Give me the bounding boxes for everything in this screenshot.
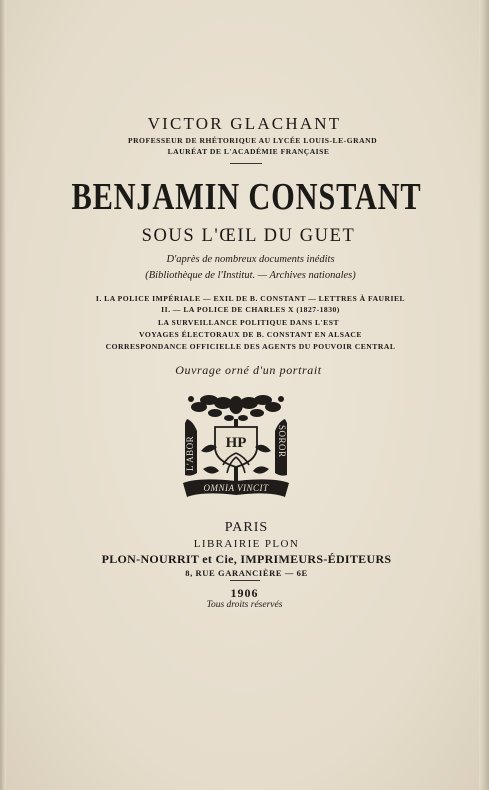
imprint-city: PARIS bbox=[224, 520, 269, 535]
contents-line-2: II. — LA POLICE DE CHARLES X (1827-1830) bbox=[161, 305, 340, 314]
divider-bottom bbox=[230, 580, 260, 581]
imprint-publisher: LIBRAIRIE PLON bbox=[193, 538, 300, 550]
ornament-note: Ouvrage orné d'un portrait bbox=[175, 363, 322, 377]
imprint-year: 1906 bbox=[230, 586, 259, 600]
contents-line-1: I. LA POLICE IMPÉRIALE — EXIL DE B. CONSTANT — LETTRES À FAURIEL bbox=[95, 294, 406, 303]
book-title: BENJAMIN CONSTANT bbox=[71, 176, 422, 218]
contents-line-4: VOYAGES ÉLECTORAUX DE B. CONSTANT EN ALSACE bbox=[139, 330, 362, 339]
foliage-ornament bbox=[188, 395, 284, 421]
printer-mark-bottom-motto: OMNIA VINCIT bbox=[203, 483, 269, 493]
printer-mark-emblem bbox=[179, 391, 293, 503]
imprint-printers: PLON-NOURRIT et Cie, IMPRIMEURS-ÉDITEURS bbox=[101, 552, 392, 566]
divider-top bbox=[230, 163, 262, 164]
author-credential-1: PROFESSEUR DE RHÉTORIQUE AU LYCÉE LOUIS-LE-GRAND bbox=[127, 136, 378, 145]
contents-line-5: CORRESPONDANCE OFFICIELLE DES AGENTS DU POUVOIR CENTRAL bbox=[105, 342, 396, 351]
book-subtitle: SOUS L'ŒIL DU GUET bbox=[141, 226, 356, 246]
author-credential-2: LAURÉAT DE L'ACADÉMIE FRANÇAISE bbox=[167, 147, 330, 156]
printer-mark-right-motto: SOROR bbox=[277, 425, 287, 458]
printer-mark-left-motto: L'ABOR bbox=[185, 435, 195, 471]
author-name: VICTOR GLACHANT bbox=[147, 114, 342, 133]
sources-line-1: D'après de nombreux documents inédits bbox=[166, 254, 335, 265]
contents-line-3: LA SURVEILLANCE POLITIQUE DANS L'EST bbox=[157, 318, 340, 327]
imprint-rights: Tous droits réservés bbox=[206, 600, 283, 610]
sources-line-2: (Bibliothèque de l'Institut. — Archives nationales) bbox=[145, 270, 356, 281]
printer-mark-monogram: HP bbox=[225, 435, 247, 451]
imprint-address: 8, RUE GARANCIÈRE — 6E bbox=[185, 568, 308, 578]
